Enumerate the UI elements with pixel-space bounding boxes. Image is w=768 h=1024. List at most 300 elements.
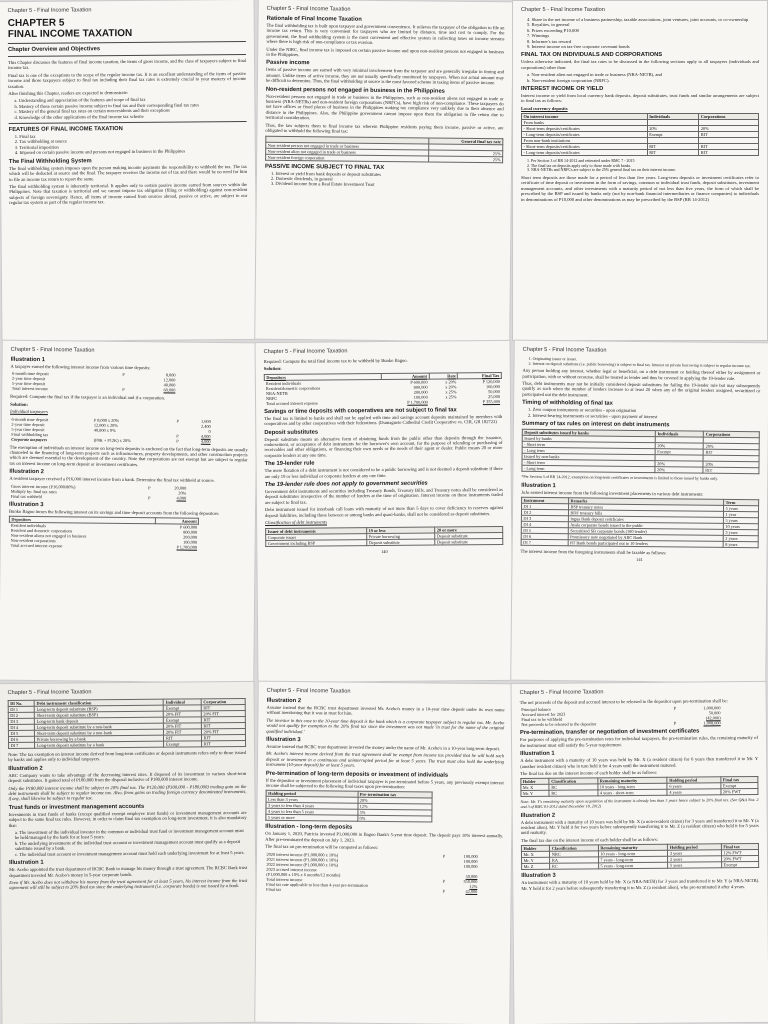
table-cell: 100,000 (183, 539, 198, 545)
table-cell: Resident and domestic corporations (10, 527, 73, 534)
table-cell: Resident/domestic corporations (265, 385, 321, 391)
paragraph: The final tax is limited to banks and shall not be applied with time and savings account deposits maintained by members with cooperatives and by other cooperatives with their federations. (Dumaguete Cathedral Credit Cooperative vs. CIR, GR 182722) (264, 413, 503, 427)
paragraph: For purposes of applying the pre-termination rates for individual taxpayers, the pre-termination rules, the remaining maturity of the instrument must still satisfy the 5-year requirement. (519, 735, 759, 748)
table-cell: P 355,000 (482, 398, 501, 404)
table-cell: P (673, 706, 677, 712)
table-cell: Issued by banks (522, 435, 655, 442)
table-header: Amount (155, 518, 199, 524)
paragraph: If the depositor or investment placement of individual taxpayer is pre-terminated before 5 years, any previously exempt interest income shall be subjected to the following final taxes upon pre-termination: (265, 777, 504, 790)
table-cell: 350,000 (463, 878, 478, 884)
table-cell: Corporate issuer (266, 533, 367, 540)
document-page-3 (512, 0, 768, 341)
table-cell: 5 years - long-term (598, 863, 668, 870)
table-row (266, 538, 503, 546)
paragraph: The final withholding system imposes upon the person making income payments the responsibility to withhold the tax. The tax which will be deducted at source and the final. The taxpayer receives the income net of tax and there would be no need for him to file an income tax return to report the same. (8, 163, 248, 182)
table-cell: RIT (703, 449, 759, 456)
table-cell: DI 2 (521, 509, 568, 515)
page-header: Chapter 5 - Final Income Taxation (263, 348, 348, 356)
table-header: Debt instrument classification (35, 699, 164, 706)
paragraph: Required: Compute the total final income tax to be withheld by Bunko Bagoo. (263, 357, 408, 365)
paragraph: Deposit substitute means an alternative form of obtaining funds from the public other than deposits through the issuance, endorsement, or acceptance of debt instruments for the borrower's own account, for the purpose of relending or purchasing of receivables and other obligations, or financing their own needs or the needs of their agent or dealer. Public means 20 or more corporate lenders at any one time. (264, 434, 503, 458)
table-header: Instrument (522, 497, 569, 503)
table-cell: Non-resident corporations (10, 537, 56, 544)
table-header: Deposit substitutes issued by banks (522, 429, 655, 436)
list-item: a. Understanding and appreciation of the features and scope of final tax (14, 97, 146, 104)
paragraph: Debt instrument issued for interbank call loans with maturity of not more than 5 days to cover deficiency in reserves against deposit liabilities, including those between or among banks and quasi-banks, shall not be considered as deposit substitutes. (264, 505, 503, 518)
table-cell: Corporate taxpayers (11, 436, 48, 442)
table-cell: Non-resident foreign corporation (266, 154, 429, 162)
table-cell: Net proceeds to be released to the depositor (521, 721, 597, 728)
paragraph: Mr. Acebo appointed the trust department of RCBC Bank to manage his money through a trust agreement. The RCBC Bank trust department invested Mr. Acebo's money in 5-year corporate bonds. (9, 865, 248, 878)
debt-classification-table (265, 525, 503, 546)
paragraph: An instrument with a maturity of 10 years held by Mr. X (a NRA-NETB) for 3 years and transferred it to Mr. Y (a NRA-NETB). Mr. Y held it for 2 years before subsequently transferring it to Mr. Z (a resident alien), who pre-terminated it after 4 years. (521, 878, 760, 891)
table-header: Depositors (9, 516, 155, 524)
table-cell: 0 (208, 428, 211, 434)
final-tax-computation-table (264, 372, 502, 406)
table-cell: 2022 interest income (P1,000,000 x 10%) (266, 861, 339, 868)
table-cell: Exempt (164, 717, 202, 723)
table-cell: 20% FIT (201, 710, 245, 716)
table-cell: Final tax rate applicable to less than 4-year pre-termination (266, 881, 368, 888)
page-number: 140 (381, 548, 388, 554)
table-row (520, 721, 722, 728)
table-cell: RIT (201, 704, 245, 710)
table-cell: RC (550, 863, 599, 869)
paragraph: A taxpayer earned the following interest income from various time deposits: (10, 363, 151, 371)
page-header: Chapter 5 - Final Income Taxation (521, 7, 605, 13)
table-cell: 12% FWT (721, 850, 758, 856)
table-cell: Final tax withheld (10, 493, 42, 499)
table-row (266, 154, 503, 162)
table-cell: P (148, 484, 151, 490)
table-cell: RIT (699, 150, 759, 156)
paragraph: Government debt instruments and securities including Treasury Bonds, Treasury Bills, and Treasury notes shall be considered as deposit substitutes irrespective of the number of lenders at the time of origination. Interest income on these instruments traded are subject to final tax. (264, 487, 503, 505)
table-cell: 2 years (723, 535, 758, 541)
divider (8, 54, 246, 57)
di-classification-table (8, 698, 246, 749)
table-cell: NRFC (265, 395, 278, 401)
list-item: c. The individual trust account or investment management account must hold each underlying investment for at least 5 years. (14, 849, 245, 857)
table-cell: DI 5 (521, 527, 568, 533)
paragraph: A debt instrument with a maturity of 10 years was held by Mr. X (a non-resident citizen) for 3 years and transferred it to Mr. Y (a resident alien). Mr. Y held it for two years before subsequently transferring it to Mr. Z (a resident citizen) who held it for 5 years until maturity. (520, 817, 759, 836)
table-header: Amount (381, 373, 429, 379)
list-item: 1. Zero coupon instruments or securities - upon origination (528, 407, 637, 414)
paragraph: A debt instrument with a maturity of 10 years was held by Mr. X (a resident citizen) for 6 years then transferred it to Mr. Y (another resident citizen) who in turn held it for 4 years until the instrument matured. (520, 756, 759, 769)
table-cell: 4 years to less than 5 years (266, 809, 358, 816)
divider (8, 41, 246, 44)
table-cell: 100,000 (463, 853, 478, 859)
table-cell: 25% (428, 149, 502, 156)
divider (9, 121, 247, 124)
table-cell: Deposit substitute (435, 532, 503, 539)
summary-tax-table (521, 429, 759, 474)
final-tax-rate-table (265, 135, 503, 162)
section-title: Illustration 1 (10, 356, 46, 364)
page-header: Chapter 5 - Final Income Taxation (522, 346, 607, 354)
table-header: Issuer of debt instruments (266, 527, 367, 534)
table-cell: Government including BSP (266, 539, 367, 546)
paragraph: On January 1, 2020, Patricia invested P1,000,000 in Bagoo Bank's 5-year time deposit. The deposit pays 10% interest annually. After pre-terminated the deposit on July 1, 2023. (265, 831, 504, 843)
table-cell: 20% FIT (164, 723, 202, 729)
table-cell: 10 years - long-term (598, 784, 668, 791)
table-cell: Mr. X (521, 785, 549, 791)
table-cell: - Long-term deposits/certificates (522, 150, 648, 156)
table-cell: P 1,700,000 (176, 544, 198, 550)
section-title: Illustration 2 (266, 697, 302, 705)
table-header: Term (724, 499, 759, 505)
table-cell: x 25% (445, 394, 457, 400)
list-item: b. Non-resident foreign corporation (NRFC). (527, 77, 610, 83)
paragraph: The interest income from the foregoing instruments shall be taxable as follows: (520, 548, 667, 556)
net-proceeds-table (520, 706, 722, 728)
table-cell: 4 years (667, 789, 721, 795)
table-cell: Private borrowing by a bank (35, 735, 164, 742)
table-cell: 2,400 (200, 423, 211, 429)
section-title: The Final Withholding System (8, 158, 92, 165)
table-cell: DI 7 (521, 539, 568, 545)
paragraph: Bunko Bagoo incurs the following interest on its savings and time deposit accounts from the following depositors: (8, 508, 220, 516)
table-cell: 10 years (723, 523, 758, 529)
list-item: 2. Interest-bearing instruments or securities - upon payment of interest (527, 412, 658, 419)
table-cell: 20,000 (174, 485, 187, 491)
paragraph: JoJo earned interest income from the following investment placements in various debt instruments: (521, 489, 704, 497)
table-cell: 20% (704, 443, 760, 450)
table-cell: Accrued interest for 2023 (521, 712, 566, 718)
document-page-5 (255, 340, 514, 683)
note: Note: Mr. Y's remaining maturity upon acquisition of the instrument is already less than 5 years hence subject to 20% final tax. (See Q&A Nos. 2 and 3 of RMC 81-2012 dated December 18, 2012) (520, 797, 759, 810)
list-item: 3. Territorial imposition (14, 144, 59, 150)
list-item: 2. Domestic dividends, in general (270, 175, 333, 182)
table-cell: 12% (358, 804, 432, 811)
table-cell: Ingua Bank deposit certificates (568, 516, 723, 524)
table-header: Classification (550, 845, 599, 851)
table-cell: Less than 3 years (266, 797, 358, 804)
table-header: Classification (549, 778, 598, 784)
table-cell: RIT (699, 132, 759, 138)
table-cell: Mr. Y (521, 791, 549, 797)
table-cell: 4,000 (200, 433, 211, 439)
table-header: Holding period (667, 777, 721, 783)
list-item: 1. Interest or yield from bank deposits or deposit substitutes (270, 170, 381, 177)
table-cell: P 600,000 (179, 524, 198, 530)
section-title: FEATURES OF FINAL INCOME TAXATION (8, 126, 123, 134)
table-cell: 20% (699, 126, 759, 132)
table-cell: Private borrowing (367, 533, 435, 540)
table-cell: DI 6 (8, 736, 34, 742)
section-title: Pre-termination of long-term deposits or investment of individuals (265, 770, 449, 779)
table-row (265, 886, 479, 893)
table-cell: 20% (655, 467, 703, 474)
section-title: Non-resident persons not engaged in business in the Philippines (265, 86, 445, 95)
table-cell: 5% (358, 810, 432, 817)
depositors-table (9, 516, 200, 550)
interest-income-table (10, 371, 177, 393)
table-cell: Securitized SB corporate bonds (100 lender) (568, 528, 723, 536)
table-cell: 3 years to less than 4 years (266, 803, 358, 810)
table-cell: P (442, 853, 446, 859)
table-cell: 8 years (723, 541, 758, 547)
list-item: 6. Prizes exceeding P10,000 (527, 27, 579, 33)
table-cell: P (148, 494, 151, 500)
table-cell: - Short-term deposits/certificates (522, 144, 648, 150)
table-cell: 100,000 (463, 863, 478, 869)
paragraph: The net proceeds of the deposit and accrued interest to be released to the depositor upon pre-termination shall be: (519, 698, 728, 706)
table-header: DI No. (8, 700, 34, 706)
list-item: b. Mastery of those certain passive income subject to final tax and their corresponding final tax rates (14, 102, 200, 109)
paragraph: Required: Compute the final tax if the taxpayer is an individual and if a corporation. (10, 394, 165, 401)
table-cell: 20% FWT (721, 789, 758, 795)
table-cell: P (176, 418, 179, 424)
paragraph: Assume instead that the RCBC trust department invested Mr. Acebo's money in a 10-year time deposit under its own name without mentioning that it was in trust for him. (266, 704, 505, 717)
table-row (10, 386, 177, 393)
table-cell: RIT (202, 734, 246, 740)
table-cell: 2023 accrued interest income (266, 866, 317, 872)
table-cell: 20% FIT (202, 728, 246, 734)
table-cell: 2-year time deposit (11, 421, 45, 427)
table-row (9, 493, 188, 500)
table-cell: 2021 interest income (P1,000,000 x 10%) (266, 856, 339, 863)
section-title: Deposit substitutes (264, 429, 319, 436)
table-cell: RA (550, 857, 599, 863)
paragraph: Only the P180,000 interest income shall be subject to 20% final tax. The P120,000 (P300,000 - P180,000) trading gain on the debt instruments shall be subject to regular income tax. Also, firms gains on trading foreign currency denominated instruments, if any, shall likewise be subject to regular tax. (8, 783, 247, 802)
table-cell: P 120,000 (482, 378, 500, 384)
table-cell: 800,000 (413, 384, 428, 390)
section-title: Pre-termination, transfer or negotiation of investment certificates (519, 728, 700, 737)
section-title: Illustration 1 (9, 859, 44, 867)
table-cell: RIT (703, 467, 759, 474)
document-page-2 (254, 0, 514, 342)
list-item: 4. Share in the net income of a business partnership, taxable associations, joint ventures, joint accounts, or co-ownership (527, 17, 749, 22)
table-cell: 50,000 (708, 710, 721, 716)
document-page-7 (0, 681, 257, 1024)
table-title: Classification of debt instruments (265, 519, 328, 526)
table-cell: x 25% (445, 389, 457, 395)
table-cell: Mr. Z (522, 864, 550, 870)
table-cell: 20% (703, 461, 759, 468)
table-cell: 40,000 (163, 382, 176, 388)
table-cell: Total interest income (11, 386, 49, 392)
table-cell: 0% (358, 816, 432, 823)
table-cell: Promissory note negotiated by ABC Bank (568, 534, 723, 542)
table-cell: 200,000 (183, 534, 198, 540)
chapter-title: FINAL INCOME TAXATION (7, 27, 133, 41)
table-cell: - Long term (522, 465, 655, 472)
table-cell: 200,000 (413, 389, 428, 395)
page-header: Chapter 5 - Final Income Taxation (266, 5, 351, 13)
section-title: Illustration 1 (520, 750, 555, 758)
table-header: Remaining maturity (598, 778, 668, 785)
section-title: Trust funds or investment management accounts (8, 803, 145, 811)
paragraph: The investor in this case to the 10-year time deposit is the bank which is a corporate taxpayer subject to regular tax. Mr. Acebo would not qualify for exemption to the 20% final tax since the investment was not made 'in trust for the name of the original qualified individual.' (266, 717, 505, 734)
table-cell: 4 years - short-term (598, 790, 668, 797)
table-cell: 100,000 (463, 858, 478, 864)
table-cell: Total accrued interest expense (10, 542, 63, 549)
table-cell: 20% (358, 798, 432, 805)
table-cell: Multiply by: final tax rates (10, 488, 57, 494)
paragraph: The final tax due on the interest income of each holder shall be as follows: (520, 769, 658, 777)
note: Note: The tax exemption on interest income derived from long-term certificates or deposit instruments refers only to those issued by banks and applies only to individual taxpayers. (8, 749, 247, 763)
section-title: Illustration 3 (521, 872, 556, 880)
list-item: 3. Dividend income from a Real Estate Investment Trust (270, 181, 375, 188)
table-cell: 50,000 (465, 873, 478, 879)
table-cell: 160,000 (485, 383, 500, 389)
table-cell: Exempt (721, 783, 758, 789)
list-item: 2. Tax withholding at source (14, 138, 68, 145)
document-page-6 (510, 340, 768, 684)
table-header: Depositors (264, 373, 381, 380)
table-header: Holder (521, 846, 549, 852)
note: *Per Section 3 of RR 14-2012, exemption on long-term certificates or investments is limited to those issued by banks only. (521, 473, 719, 481)
table-cell: 4,000 (176, 495, 187, 501)
table-cell: Mr. X (521, 852, 549, 858)
table-header: Individuals (655, 431, 703, 438)
table-cell: 3 years (723, 529, 758, 535)
paragraph: Non-resident persons not engaged in trade or business in the Philippines, such as non-resident aliens not engaged in trade or business (NRA-NETBs) and non-resident foreign corporations (NRFCs), have high risk of non-compliance. These taxpayers do not have offices or fixed places of business in the Philippines making tax compliance very unlikely due to their absence and distance in the Philippines. Also, the Philippine government cannot impose upon them the obligation to file return due to territorial consideration. (265, 93, 504, 121)
paragraph: Thus, debt instruments may not be initially considered deposit substitutes for failing the 19-lender rule but may subsequently qualify as such when the number of lenders increase to at least 20 when any of the original lenders assigned, securitized or participated out the debt instrument. (522, 380, 761, 398)
table-cell: RIT (647, 150, 699, 156)
table-cell: RT Bank bonds participated out to 10 lenders (568, 540, 723, 548)
table-cell: (P8K + P12K) x 20% (93, 437, 131, 443)
table-header: Corporation (201, 698, 245, 704)
paragraph: The exemption of individuals on interest income on long-term deposits is anchored on the fact that long-term deposits are usually channeled to the financing of long-term projects such as infrastructures, property developments, and other construction projects which are deemed essential to the development of the country. Note that corporations are not exempt but are subject to regular tax on interest income on long-term deposit or investment certificates. (9, 444, 248, 467)
table-cell: 12% (469, 883, 478, 889)
table-cell: (42,000) (705, 715, 721, 721)
table-header: On interest income (522, 114, 648, 120)
table-cell: 1,600 (201, 418, 211, 424)
table-cell: 60,000 (163, 387, 176, 393)
table-cell: Short-term deposit substitute (BSP) (35, 711, 164, 718)
table-cell: x 20% (445, 384, 457, 390)
section-title: Timing of withholding of final tax (522, 399, 613, 407)
paragraph: ABC Company wants to take advantage of the decreasing interest rates. It disposed of its investment in various short-term deposit substitutes. It gained total of P100,000 from the disposal inclusive of P180,000 interest income. (8, 770, 247, 784)
table-cell: P (122, 372, 125, 378)
table-title: Local currency deposits (521, 105, 568, 111)
paragraph: Mr. Acebo's interest income derived from the trust agreement shall be exempt from income tax provided that he will hold such deposit or investment in a continuous and uninterrupted period for at least 5 years. The trust must also hold the underlying instrument (10-year deposit) for at least 5 years. (265, 751, 505, 768)
table-header: Rate (429, 373, 458, 379)
page-number: 141 (636, 557, 643, 563)
table-cell: 5 years (724, 505, 759, 511)
paragraph: Solution: (10, 401, 29, 407)
list-item: 4. Imposed on certain passive income and persons not engaged in business in the Philippines (14, 148, 186, 156)
table-cell: Exempt (647, 132, 699, 138)
list-item: 1. Final tax (14, 133, 36, 140)
table-cell: 6-month time deposit (11, 416, 49, 422)
list-item: d. Knowledge of the other applications of the final income tax scheme (14, 113, 144, 120)
table-cell: 20% (647, 126, 699, 132)
subsection-title: Individual taxpayers (10, 408, 48, 415)
table-header: Remarks (569, 498, 724, 506)
table-cell: 20% (178, 490, 187, 496)
table-cell: 1,008,000 (703, 720, 721, 726)
table-cell: 5 years (668, 862, 722, 868)
table-cell: 50,000 (488, 388, 500, 394)
section-title: Passive income (266, 60, 310, 67)
table-cell: RC (549, 784, 598, 790)
table-cell: Exempt (164, 741, 202, 747)
table-cell: P (176, 438, 179, 444)
table-cell: Long-term bank deposit (35, 717, 164, 724)
paragraph: Any person holding any interest, whether legal or beneficial, on a debt instrument or holding thereof either by assignment or participation, with or without recourse, shall be treated as lender and thus be covered in applying the 19-lender rule. (522, 367, 761, 381)
document-page-9 (511, 681, 768, 1024)
table-cell: 20% (655, 443, 703, 450)
paragraph: This Chapter discusses the features of final income taxation, the items of gross income, and the class of taxpayers subject to final income tax. (8, 57, 247, 71)
table-cell: x 20% (445, 379, 457, 385)
table-cell: DI 4 (521, 521, 568, 527)
table-cell: 2-year time deposit (11, 376, 46, 382)
table-cell: 8,000 (165, 372, 176, 378)
paragraph: The final withholding tax is built upon taxpayer and government convenience. It relieves the taxpayer of the obligation to file an income tax return. This is very convenient for taxpayers who are limited by distance, time and cost to comply. For the government, the final withholding system is the most convenient and effective system in collecting taxes on income streams where there is high risk of non-compliance or tax evasion. (266, 22, 505, 46)
table-cell: Short-term deposit substitute by a non-bank (35, 729, 164, 736)
section-title: Rationale of Final Income Taxation (266, 15, 362, 23)
table-cell: 5 years or more (266, 815, 358, 822)
table-cell: 10 years - long-term (598, 851, 668, 858)
table-cell: P 8,000 x 20% (93, 417, 120, 423)
table-row (10, 436, 212, 443)
table-cell: NRC (550, 851, 599, 857)
note: 2. Interest on deposit substitute (i.e. public borrowing) is subject to final tax. Interest on private borrowing is subject to regular income tax. (528, 360, 751, 368)
table-cell: 4,000 (200, 438, 211, 444)
paragraph: Assume instead that RCBC trust department invested the money under the name of Mr. Acebo's in a 10-year long-term deposit. (266, 743, 501, 752)
list-item: a. The investment of the individual investor in the common or individual trust fund or investment management account must be held/managed by the bank for at least 5 years. (14, 828, 244, 841)
table-cell: 100,000 (413, 394, 428, 400)
table-header: Final tax (721, 844, 758, 850)
paragraph: The final withholding system is inherently territorial. It applies only to certain passive income earned from sources within the Philippines. Note that taxation is territorial and we cannot impose tax obligation (filing or withholding) against non-resident subjects of foreign sovereignty. Hence, all items of income earned from sources abroad, passive or active, are subject to our regular tax system as part of the regular income tax. (9, 181, 248, 206)
table-cell: RIT (699, 144, 759, 150)
table-header: Final tax (721, 777, 758, 783)
section-title: Illustration 2 (9, 469, 44, 476)
table-cell: Ayala corporate bonds issued to the public (568, 522, 723, 530)
table-row (9, 543, 198, 550)
document-page-1 (0, 0, 257, 342)
table-cell: Long-term deposit substitute (BSP) (35, 705, 164, 712)
paragraph: A resident taxpayer received a P16,000 interest income from a bank. Determine the final tax withheld at source. (9, 476, 215, 484)
section-title: Savings or time deposits with cooperatives are not subject to final tax (264, 407, 457, 415)
holder-table-2 (521, 843, 759, 870)
page-header: Chapter 5 - Final Income Taxation (10, 346, 95, 354)
table-cell: Non-resident alien not engaged in trade or business (266, 148, 429, 156)
table-row (522, 465, 759, 473)
page-header: Chapter 5 - Final Income Taxation (266, 687, 351, 695)
table-cell: Resident individuals (10, 522, 47, 529)
table-cell: P (442, 878, 446, 884)
table-cell: DI 6 (521, 533, 568, 539)
table-cell: 12,000 x 20% (93, 422, 118, 428)
table-cell: From banks (522, 120, 648, 126)
table-header: Pre-termination tax (358, 792, 432, 799)
page-header: Chapter 5 - Final Income Taxation (7, 689, 92, 697)
instrument-table (521, 497, 760, 548)
table-header: Holder (521, 779, 549, 785)
table-cell: 5 years (723, 517, 758, 523)
table-row (521, 539, 758, 547)
table-header: Corporations (704, 431, 760, 438)
paragraph: Even if Mr. Acebo does not withdraw his money from the trust agreement for at least 5 years, his interest income from the trust agreement will still be subject to 20% final tax since the underlying instrument (i.e. corporate bonds) is not issued by a bank. (9, 877, 248, 891)
table-cell: Final tax (266, 886, 282, 892)
pre-termination-computation-table (265, 851, 480, 893)
table-cell: 42,000 (465, 888, 478, 894)
section-title: Chapter Overview and Objectives (7, 46, 101, 54)
table-cell: 7 years - long-term (598, 857, 668, 864)
table-cell: RIT (202, 740, 246, 746)
section-title: PASSIVE INCOME SUBJECT TO FINAL TAX (265, 163, 385, 171)
table-cell: Issued by non-banks (522, 453, 655, 460)
table-cell: - Short-term deposits/certificates (522, 126, 648, 132)
table-cell: Final tax to be withheld (521, 717, 563, 723)
paragraph: Solution: (263, 366, 282, 372)
list-item: a. Non-resident alien not engaged in trade or business (NRA-NETB), and (527, 72, 662, 78)
table-cell: 5-year time deposit (11, 426, 45, 432)
table-cell: RIT (164, 735, 202, 741)
